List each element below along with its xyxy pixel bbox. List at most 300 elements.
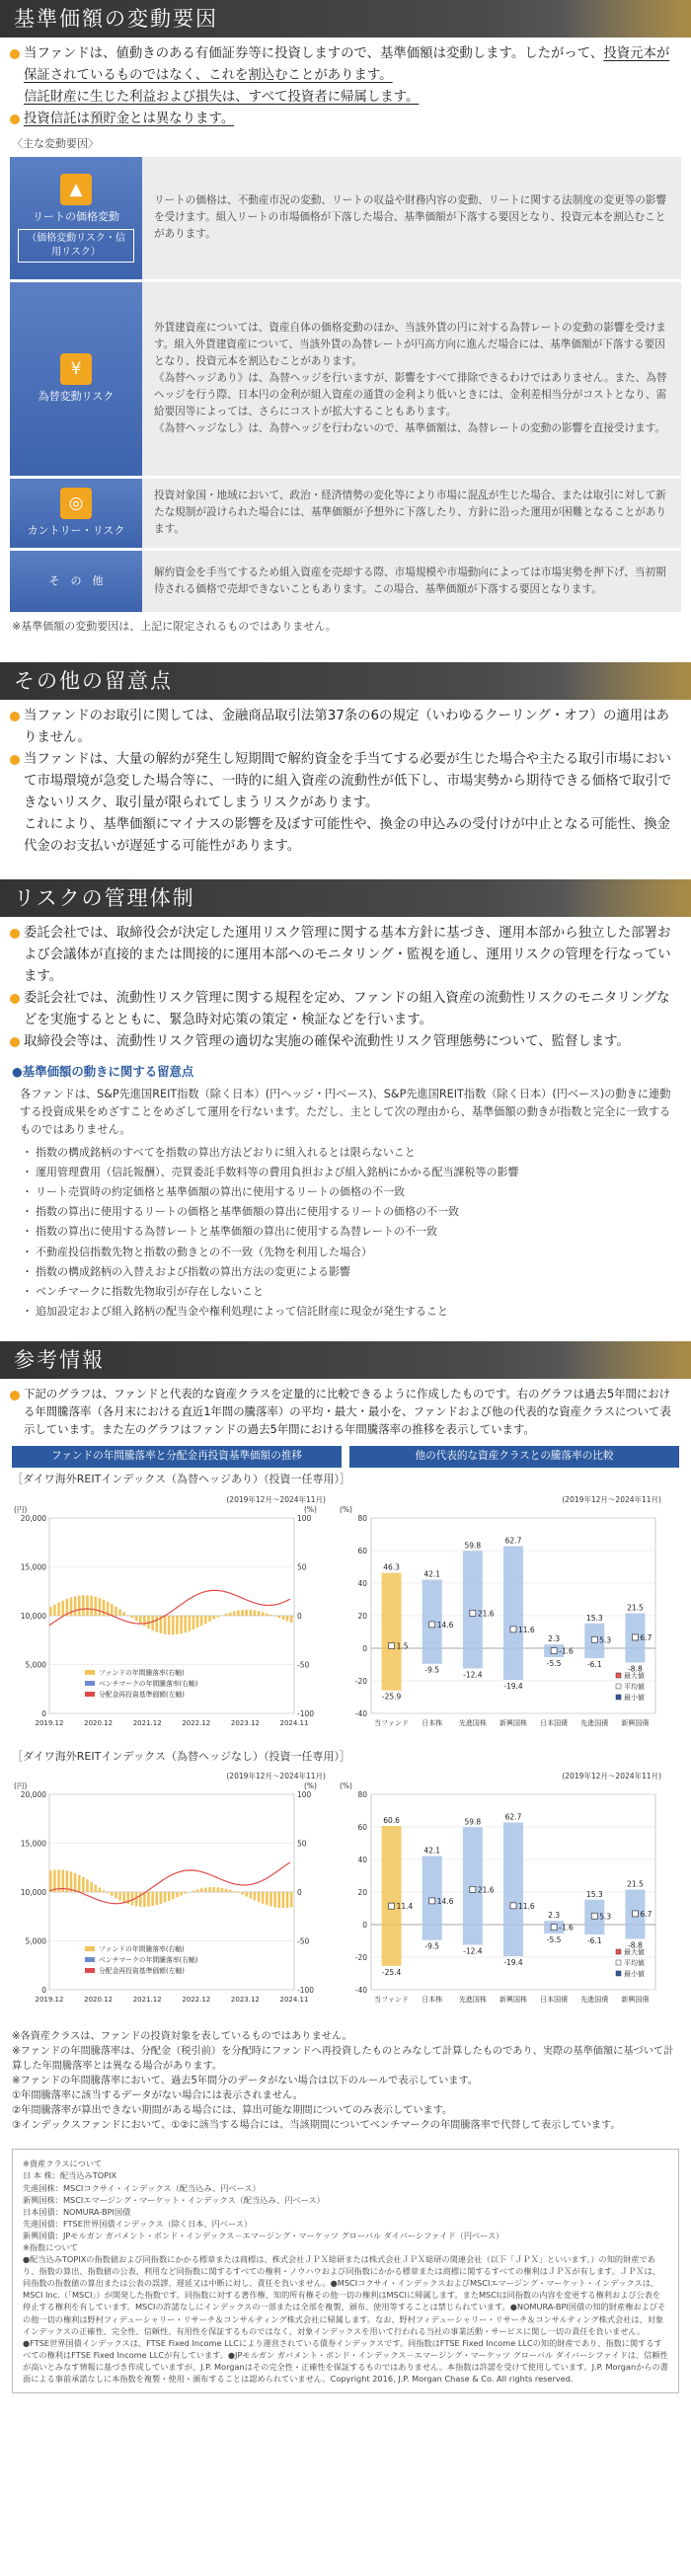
reason-item: ・ 追加設定および組入銘柄の配当金や権利処理によって信託財産に現金が発生すること [26, 1302, 679, 1322]
x-tick: 2023.12 [230, 1718, 260, 1727]
return-bar [250, 1892, 253, 1898]
return-bar [139, 1892, 142, 1907]
return-bar [180, 1892, 183, 1895]
x-tick: 2022.12 [182, 1718, 211, 1727]
return-bar [208, 1616, 211, 1622]
return-bar [216, 1616, 219, 1618]
return-bar [212, 1887, 215, 1892]
return-bar [273, 1616, 276, 1617]
avg-marker [429, 1622, 435, 1628]
chart-note: ※ファンドの年間騰落率は、分配金（税引前）を分配時にファンドへ再投資したものとみなして計算したものであり、実際の基準価額に基づいて計算した年間騰落率とは異なる場合があります。 [12, 2046, 674, 2073]
return-bar [282, 1616, 285, 1620]
avg-marker [429, 1898, 435, 1904]
min-label: -25.9 [381, 1692, 402, 1702]
return-bar [180, 1616, 183, 1633]
return-bar [196, 1616, 199, 1628]
x-tick: 2021.12 [132, 1996, 162, 2005]
avg-marker [551, 1925, 557, 1931]
asset-class-chart-1 [338, 1488, 663, 1745]
y-left-tick: 10,000 [20, 1611, 46, 1621]
return-bar [237, 1892, 240, 1893]
min-label: -6.1 [586, 1659, 602, 1669]
reason-item: ・ 運用管理費用（信託報酬）、売買委託手数料等の費用負担および組入銘柄にかかる配当課税等の影響 [26, 1163, 679, 1182]
return-bar [286, 1892, 289, 1908]
y-left-tick: 5,000 [25, 1936, 46, 1946]
max-label: 42.1 [423, 1846, 441, 1856]
bullet-cooling-off: 当ファンドのお取引に関しては、金融商品取引法第37条の6の規定（いわゆるクーリング・オフ）の適用はありません。 [10, 706, 681, 749]
return-bar [229, 1890, 232, 1892]
avg-marker [389, 1642, 395, 1648]
min-label: -5.5 [546, 1658, 562, 1668]
return-bar [99, 1888, 102, 1893]
return-bar [115, 1607, 117, 1616]
chart-notes [0, 2021, 691, 2133]
return-bar [127, 1615, 130, 1616]
section-title-other: その他の留意点 [0, 662, 691, 700]
chart-note: ①年間騰落率に該当するデータがない場合には表示されません。 [12, 2090, 303, 2102]
return-bar [122, 1612, 125, 1616]
reason-item: ・ 指数の構成銘柄のすべてを指数の算出方法どおりに組入れるとは限らないこと [26, 1143, 679, 1163]
y-right-tick: -50 [297, 1936, 310, 1946]
y-left-tick: 15,000 [20, 1839, 46, 1849]
min-label: -12.4 [463, 1946, 483, 1956]
category-label: 先進国債 [580, 1996, 609, 2005]
unit-label: (%) [340, 1781, 352, 1791]
return-bar [49, 1871, 52, 1893]
return-bar [225, 1614, 228, 1616]
return-bar [99, 1598, 102, 1616]
min-label: -8.8 [628, 1664, 643, 1674]
category-label: 先進国株 [458, 1996, 487, 2005]
return-bar [241, 1892, 244, 1895]
x-tick: 2019.12 [35, 1718, 64, 1727]
legend-label: 分配金再投資基準価額(左軸) [99, 1967, 185, 1976]
reason-item: ・ 指数の算出に使用する為替レートと基準価額の算出に使用する為替レートの不一致 [26, 1222, 679, 1242]
legend-label: 平均値 [624, 1682, 645, 1691]
risk-row-fx: ¥ 為替変動リスク 外貨建資産については、資産自体の価格変動のほか、当該外貨の円に対する為替レートの変動の影響を受けます。組入外貨建資産について、当該外貨の為替レートが円高方向に進んだ場合には、基準価額が下落する要因となり、投資元本を割込むことがあります。 《為替ヘッジあり》は、為替ヘッジを行いますが、影響をすべて排除できるわけではありません。また、為替ヘッジを行う際、日本円の金利が組入資産の通貨の金利より低いときには、金利差相当分がコストとなり、需給要因等によっては、さらにコストが拡大することもあります。 《為替ヘッジなし》は、為替ヘッジを行わないので、基準価額は、為替レートの変動の影響を直接受けます。 [10, 282, 681, 476]
min-label: -9.5 [424, 1665, 440, 1675]
legend-label: ベンチマークの年間騰落率(右軸) [99, 1679, 198, 1688]
return-bar [229, 1612, 232, 1615]
y-right-tick: 100 [297, 1790, 312, 1800]
risk-row-reit: ▲ リートの価格変動 （価格変動リスク・信用リスク） リートの価格は、不動産市況の変動、リートの収益や財務内容の変動、リートに関する法制度の変更等の影響を受けます。組入リートの市場価格が下落した場合、基準価額が下落する要因となり、投資元本を割込むことがあります。 [10, 157, 681, 279]
y-left-tick: 0 [41, 1986, 46, 1996]
y-left-tick: 0 [41, 1708, 46, 1718]
category-label: 新興国株 [499, 1996, 527, 2005]
category-label: 先進国債 [580, 1718, 609, 1727]
avg-marker [470, 1610, 476, 1616]
category-label: 日本国債 [540, 1996, 569, 2005]
legend-label: ファンドの年間騰落率(右軸) [99, 1945, 185, 1954]
return-bar [90, 1882, 93, 1892]
max-label: 21.5 [627, 1603, 644, 1613]
bullet-liquidity-impact: これにより、基準価額にマイナスの影響を及ぼす可能性や、換金の申込みの受付けが中止となる可能性、換金代金のお支払いが遅延する可能性があります。 [24, 817, 671, 854]
legend-swatch [616, 1960, 621, 1965]
return-bar [262, 1892, 265, 1904]
unit-label-right: (%) [304, 1781, 317, 1791]
return-bar [118, 1609, 121, 1616]
return-bar [241, 1610, 244, 1616]
legend-swatch [616, 1684, 621, 1689]
period-label: (2019年12月～2024年11月) [226, 1494, 326, 1504]
return-bar [86, 1880, 89, 1893]
return-bar [78, 1595, 81, 1615]
return-bar [233, 1611, 236, 1616]
max-label: 59.8 [464, 1817, 482, 1827]
legend-label: 分配金再投資基準価額(左軸) [99, 1690, 185, 1699]
category-label: 新興国債 [621, 1718, 650, 1727]
section-title-risk: リスクの管理体制 [0, 879, 691, 917]
min-label: -6.1 [586, 1936, 602, 1946]
return-bar [189, 1616, 192, 1631]
avg-label: 11.6 [518, 1625, 535, 1634]
return-bar [208, 1887, 211, 1892]
avg-label: 5.3 [599, 1635, 612, 1645]
fund-history-chart-2 [12, 1765, 330, 2021]
y-tick-label: -20 [354, 1953, 367, 1963]
y-tick-label: 0 [362, 1921, 367, 1931]
return-bar [151, 1616, 154, 1630]
reference-intro: 下記のグラフは、ファンドと代表的な資産クラスを定量的に比較できるように作成したものです。右のグラフは過去5年間における年間騰落率（各月末における直近1年間の騰落率）の平均・最大・最小を、ファンドおよび他の代表的な資産クラスについて表示しています。また左のグラフはファンドの過去5年間における年間騰落率の推移を表示しています。 [10, 1385, 681, 1438]
return-bar [204, 1616, 207, 1624]
period-label: (2019年12月～2024年11月) [562, 1772, 661, 1781]
category-label: 新興国債 [621, 1996, 650, 2005]
y-right-tick: -100 [297, 1708, 315, 1718]
return-bar [290, 1892, 293, 1907]
return-bar [176, 1616, 179, 1634]
return-bar [262, 1612, 265, 1616]
y-left-tick: 10,000 [20, 1888, 46, 1898]
return-bar [221, 1888, 224, 1892]
reason-item: ・ 指数の算出に使用するリートの価格と基準価額の算出に使用するリートの価格の不一致 [26, 1202, 679, 1222]
right-chart-header: 他の代表的な資産クラスとの騰落率の比較 [349, 1446, 679, 1468]
return-bar [196, 1890, 199, 1893]
avg-label: 14.6 [436, 1620, 454, 1629]
return-bar [147, 1892, 150, 1907]
return-bar [82, 1877, 85, 1892]
nav-notes-paragraph: 各ファンドは、S&P先進国REIT指数（除く日本）(円ヘッジ・円ベース)、S&P先進国REIT指数（除く日本）(円ベース)の動きに連動する投資成果をめざすことをめざして運用を行ないます。ただし、主として次の理由から、基準価額の動きが指数と完全に一致するものではありません。 [20, 1087, 671, 1136]
avg-label: 1.5 [396, 1641, 409, 1651]
reason-item: ・ リート売買時の約定価格と基準価額の算出に使用するリートの価格の不一致 [26, 1182, 679, 1202]
y-right-tick: -50 [297, 1660, 310, 1670]
return-bar [277, 1892, 280, 1908]
min-label: -9.5 [424, 1942, 440, 1952]
return-bar [216, 1888, 219, 1893]
section-title-fluctuation: 基準価額の変動要因 [0, 0, 691, 38]
return-bar [103, 1891, 106, 1893]
return-bar [131, 1892, 134, 1905]
avg-label: 6.7 [640, 1910, 653, 1920]
avg-marker [510, 1627, 516, 1632]
return-bar [122, 1892, 125, 1902]
legend-swatch [616, 1695, 621, 1700]
return-bar [250, 1610, 253, 1616]
max-label: 21.5 [627, 1879, 644, 1889]
return-bar [86, 1595, 89, 1616]
range-bar [503, 1546, 523, 1679]
return-bar [53, 1605, 56, 1616]
return-bar [74, 1596, 77, 1616]
max-label: 15.3 [585, 1613, 603, 1623]
return-bar [78, 1875, 81, 1892]
legend-label: ファンドの年間騰落率(右軸) [99, 1668, 185, 1677]
subheading-nav-notes: ●基準価額の動きに関する留意点 [12, 1064, 194, 1079]
legend-label: 最大値 [624, 1948, 645, 1957]
category-label: 日本株 [422, 1718, 443, 1727]
return-bar [155, 1616, 158, 1632]
range-bar [382, 1826, 402, 1966]
y-right-tick: 50 [297, 1562, 307, 1572]
min-label: -12.4 [463, 1670, 483, 1680]
chart1-title: ［ダイワ海外REITインデックス（為替ヘッジあり）（投資一任専用）］ [12, 1473, 351, 1486]
avg-label: 11.6 [518, 1902, 535, 1912]
reason-item: ・ ベンチマークに指数先物取引が存在しないこと [26, 1282, 679, 1302]
category-label: 当ファンド [374, 1718, 410, 1727]
avg-label: 11.4 [396, 1902, 414, 1912]
avg-marker [632, 1634, 638, 1640]
avg-label: 21.6 [477, 1609, 495, 1619]
bullet-risk-policy: 委託会社では、取締役会が決定した運用リスク管理に関する基本方針に基づき、運用本部から独立した部署および会議体が直接的または間接的に運用本部へのモニタリング・監視を通し、運用リスクの管理を行なっています。 [10, 923, 681, 988]
avg-label: 14.6 [436, 1897, 454, 1907]
reason-item: ・ 指数の構成銘柄の入替えおよび指数の算出方法の変更による影響 [26, 1262, 679, 1282]
return-bar [258, 1611, 261, 1616]
range-bar [382, 1572, 402, 1690]
bullet-liquidity-rules: 委託会社では、流動性リスク管理に関する規程を定め、ファンドの組入資産の流動性リスクのモニタリングなどを実施するとともに、緊急時対応策の策定・検証などを行います。 [10, 988, 681, 1031]
unit-label: (%) [340, 1504, 352, 1514]
return-bar [49, 1607, 52, 1616]
y-tick-label: -40 [354, 1708, 367, 1718]
y-right-tick: 100 [297, 1513, 312, 1523]
min-label: -25.4 [381, 1968, 402, 1978]
return-bar [135, 1892, 138, 1906]
avg-label: 6.7 [640, 1632, 653, 1642]
y-tick-label: 40 [357, 1578, 367, 1588]
y-tick-label: -40 [354, 1986, 367, 1996]
x-tick: 2021.12 [132, 1718, 162, 1727]
return-bar [172, 1892, 175, 1899]
legend-label: 最大値 [624, 1671, 645, 1680]
return-bar [155, 1892, 158, 1905]
legend-label: 最小値 [624, 1693, 645, 1702]
chart-note: ※各資産クラスは、ファンドの投資対象を表しているものではありません。 [12, 2031, 352, 2043]
return-bar [172, 1616, 175, 1634]
x-tick: 2019.12 [35, 1996, 64, 2005]
note-fluctuation: ※基準価額の変動要因は、上記に限定されるものではありません。 [12, 619, 337, 633]
return-bar [225, 1889, 228, 1892]
return-bar [212, 1616, 215, 1620]
legend-swatch [616, 1673, 621, 1678]
return-bar [103, 1600, 106, 1616]
x-tick: 2024.11 [279, 1718, 309, 1727]
y-tick-label: 40 [357, 1856, 367, 1865]
x-tick: 2023.12 [230, 1996, 260, 2005]
avg-marker [632, 1911, 638, 1917]
return-bar [200, 1889, 203, 1893]
legend-swatch [85, 1670, 95, 1675]
legend-swatch [85, 1946, 95, 1951]
section-title-reference: 参考情報 [0, 1341, 691, 1379]
y-left-tick: 5,000 [25, 1660, 46, 1670]
return-bar [269, 1892, 272, 1906]
return-bar [245, 1610, 248, 1616]
return-bar [204, 1888, 207, 1892]
caption-main-factors: 〈主な変動要因〉 [12, 137, 99, 150]
return-bar [135, 1616, 138, 1621]
chart-note: ②年間騰落率が算出できない期間がある場合には、算出可能な期間についてのみ表示しています。 [12, 2105, 453, 2117]
y-tick-label: 60 [357, 1823, 367, 1833]
return-bar [143, 1616, 146, 1627]
risk-row-country: ◎ カントリー・リスク 投資対象国・地域において、政治・経済情勢の変化等により市場に混乱が生じた場合、または取引に対して新たな規制が設けられた場合には、基準価額が予想外に下落したり、方針に沿った運用が困難となることがあります。 [10, 479, 681, 548]
y-tick-label: 0 [362, 1643, 367, 1653]
return-bar [139, 1616, 142, 1624]
legend-swatch [616, 1949, 621, 1954]
return-bar [160, 1892, 163, 1904]
avg-label: 5.3 [599, 1912, 612, 1922]
section-risk-management [0, 879, 691, 1322]
max-label: 15.3 [585, 1890, 603, 1900]
return-bar [200, 1616, 203, 1626]
y-left-tick: 15,000 [20, 1562, 46, 1572]
return-bar [277, 1616, 280, 1618]
y-tick-label: 80 [357, 1513, 367, 1523]
return-bar [266, 1613, 269, 1615]
range-bar [503, 1823, 523, 1956]
return-bar [168, 1616, 171, 1634]
max-label: 59.8 [464, 1541, 482, 1551]
return-bar [131, 1616, 134, 1618]
y-tick-label: -20 [354, 1676, 367, 1686]
return-bar [164, 1892, 167, 1903]
return-bar [184, 1892, 187, 1894]
category-label: 日本国債 [540, 1718, 569, 1727]
return-bar [176, 1892, 179, 1897]
return-bar [269, 1615, 272, 1616]
return-bar [184, 1616, 187, 1632]
category-label: 新興国株 [499, 1718, 527, 1727]
currency-exchange-icon: ¥ [60, 353, 92, 385]
max-label: 2.3 [548, 1911, 561, 1921]
section-other-notes [0, 662, 691, 858]
return-bar [286, 1616, 289, 1622]
return-bar [290, 1616, 293, 1623]
bullet-liquidity: 当ファンドは、大量の解約が発生し短期間で解約資金を手当てする必要が生じた場合や主たる取引市場において市場環境が急変した場合等に、一時的に組入資産の流動性が低下し、市場実勢から期待できる価格で取引できないリスク、取引量が限られてしまうリスクがあります。 [10, 749, 681, 814]
min-label: -8.8 [628, 1940, 643, 1950]
asset-class-chart-2 [338, 1765, 663, 2021]
y-right-tick: 0 [297, 1888, 302, 1898]
bullet-not-deposit: 投資信託は預貯金とは異なります。 [10, 109, 681, 130]
min-label: -19.4 [503, 1681, 523, 1691]
avg-label: 21.6 [477, 1885, 495, 1895]
return-bar [237, 1610, 240, 1615]
reason-item: ・ 不動産投信指数先物と指数の動きとの不一致（先物を利用した場合） [26, 1243, 679, 1262]
x-tick: 2020.12 [84, 1996, 114, 2005]
legend-label: ベンチマークの年間騰落率(右軸) [99, 1956, 198, 1965]
period-label: (2019年12月～2024年11月) [226, 1772, 326, 1781]
section-reference [0, 1341, 691, 2393]
x-tick: 2022.12 [182, 1996, 211, 2005]
index-disclaimer-box: ※資産クラスについて 日 本 株：配当込みTOPIX 先進国株：MSCIコクサイ・インデックス（配当込み、円ベース） 新興国株：MSCIエマージング・マーケット・インデックス（配当込み、円ベース） 日本国債：NOMURA-BPI国債 先進国債：FTSE世界国債インデックス（除く日本、円ベース） 新興国債：JPモルガン ガバメント・ボンド・インデックス－エマージング・マーケッツ グローバル ダイバーシファイド（円ベース） ※指数について ●配当込みTOPIXの指数値および同指数にかかる標章または商標は、株式会社ＪＰＸ総研または株式会社ＪＰＸ総研の関連会社（以下「ＪＰＸ」といいます。）の知的財産であり、指数の算出、指数値の公表、利用など同指数に関するすべての権利・ノウハウおよび同指数にかかる標章または商標に関するすべての権利はＪＰＸが有します。ＪＰＸは、同指数の指数値の算出または公表の誤謬、遅延又は中断に対し、責任を負いません。●MSCIコクサイ・インデックスおよびMSCIエマージング・マーケット・インデックスは、MSCI Inc.（「MSCI」）が開発した指数です。同指数に対する著作権、知的所有権その他一切の権利はMSCIに帰属します。またMSCIは同指数の内容を変更する権利および公表を停止する権利を有しています。MSCIの許諾なしにインデックスの一部または全部を複製、頒布、使用等することは禁じられています。●NOMURA-BPI国債の知的財産権およびその他一切の権利は野村フィデューシャリー・リサーチ＆コンサルティング株式会社に帰属します。なお、野村フィデューシャリー・リサーチ＆コンサルティング株式会社は、対象インデックスの正確性、完全性、信頼性、有用性を保証するものではなく、対象インデックスを用いて行われる当社の事業活動・サービスに関し一切の責任を負いません。●FTSE世界国債インデックスは、FTSE Fixed Income LLCにより運営されている債券インデックスです。同指数はFTSE Fixed Income LLCの知的財産であり、指数に関するすべての権利はFTSE Fixed Income LLCが有しています。●JPモルガン ガバメント・ボンド・インデックス－エマージング・マーケッツ グローバル ダイバーシファイドは、信頼性が高いとみなす情報に基づき作成していますが、J.P. Morganはその完全性・正確性を保証するものではありません。本指数は許諾を受けて使用しています。J.P. Morganからの書面による事前承諾なしに本指数を複製・使用・頒布することは認められていません。Copyright 2016, J.P. Morgan Chase & Co. All rights reserved. [12, 2149, 679, 2393]
x-tick: 2020.12 [84, 1718, 114, 1727]
return-bar [111, 1604, 114, 1616]
return-bar [233, 1892, 236, 1893]
max-label: 62.7 [504, 1812, 522, 1822]
chart-note: ※ファンドの年間騰落率において、過去5年間分のデータがない場合は以下のルールで表示しています。 [12, 2076, 479, 2087]
legend-swatch [85, 1681, 95, 1686]
return-bar [258, 1892, 261, 1902]
section-fluctuation [0, 0, 691, 639]
min-label: -5.5 [546, 1935, 562, 1945]
avg-label: -1.6 [559, 1646, 574, 1656]
legend-label: 平均値 [624, 1959, 645, 1968]
fund-history-chart-1 [12, 1488, 330, 1745]
min-label: -19.4 [503, 1958, 523, 1968]
bullet-board: 取締役会等は、流動性リスク管理の適切な実施の確保や流動性リスク管理態勢について、監督します。 [10, 1031, 681, 1053]
y-tick-label: 60 [357, 1546, 367, 1555]
return-bar [254, 1892, 257, 1900]
legend-swatch [85, 1692, 95, 1697]
return-bar [273, 1892, 276, 1907]
y-tick-label: 20 [357, 1888, 367, 1898]
avg-marker [510, 1903, 516, 1909]
unit-label-right: (%) [304, 1504, 317, 1514]
avg-marker [551, 1647, 557, 1653]
return-bar [164, 1616, 167, 1634]
max-label: 2.3 [548, 1634, 561, 1644]
chart-icon: ▲ [60, 174, 92, 205]
avg-marker [591, 1636, 597, 1642]
y-tick-label: 80 [357, 1790, 367, 1800]
return-bar [111, 1892, 114, 1896]
left-chart-header: ファンドの年間騰落率と分配金再投資基準価額の推移 [12, 1446, 342, 1468]
y-right-tick: 50 [297, 1839, 307, 1849]
legend-swatch [85, 1968, 95, 1973]
avg-marker [591, 1914, 597, 1920]
return-bar [107, 1892, 110, 1893]
return-bar [94, 1597, 97, 1616]
avg-marker [470, 1887, 476, 1893]
return-bar [118, 1892, 121, 1900]
return-bar [94, 1885, 97, 1892]
return-bar [266, 1892, 269, 1905]
return-bar [74, 1873, 77, 1892]
globe-icon: ◎ [60, 488, 92, 519]
max-label: 60.6 [383, 1816, 400, 1826]
legend-label: 最小値 [624, 1970, 645, 1979]
risk-row-other: そ の 他 解約資金を手当てするため組入資産を売却する際、市場規模や市場動向によっては市場実勢を押下げ、当初期待される価格で売却できないこともあります。この場合、基準価額が下落する要因となります。 [10, 551, 681, 612]
return-bar [282, 1892, 285, 1908]
category-label: 日本株 [422, 1996, 443, 2005]
return-bar [254, 1610, 257, 1616]
avg-label: -1.6 [559, 1923, 574, 1932]
chart2-title: ［ダイワ海外REITインデックス（為替ヘッジなし）（投資一任専用）］ [12, 1749, 351, 1763]
bullet-fluctuation: 当ファンドは、値動きのある有価証券等に投資しますので、基準価額は変動します。したがって、投資元本が保証されているものではなく、これを割込むことがあります。 信託財産に生じた利益および損失は、すべて投資者に帰属します。 [10, 43, 681, 109]
return-bar [115, 1892, 117, 1898]
y-left-tick: 20,000 [20, 1513, 46, 1523]
return-bar [245, 1892, 248, 1897]
return-bar [82, 1595, 85, 1616]
return-bar [90, 1596, 93, 1616]
return-bar [192, 1616, 195, 1629]
unit-label-left: (円) [14, 1504, 28, 1514]
y-tick-label: 20 [357, 1611, 367, 1621]
category-label: 先進国株 [458, 1718, 487, 1727]
category-label: 当ファンド [374, 1996, 410, 2005]
avg-marker [389, 1904, 395, 1910]
reason-list [0, 1141, 691, 1323]
chart-note: ③インデックスファンドにおいて、①②に該当する場合には、当該期間についてベンチマークの年間騰落率で代替して表示しています。 [12, 2120, 621, 2132]
unit-label-left: (円) [14, 1781, 28, 1791]
return-bar [61, 1601, 64, 1616]
